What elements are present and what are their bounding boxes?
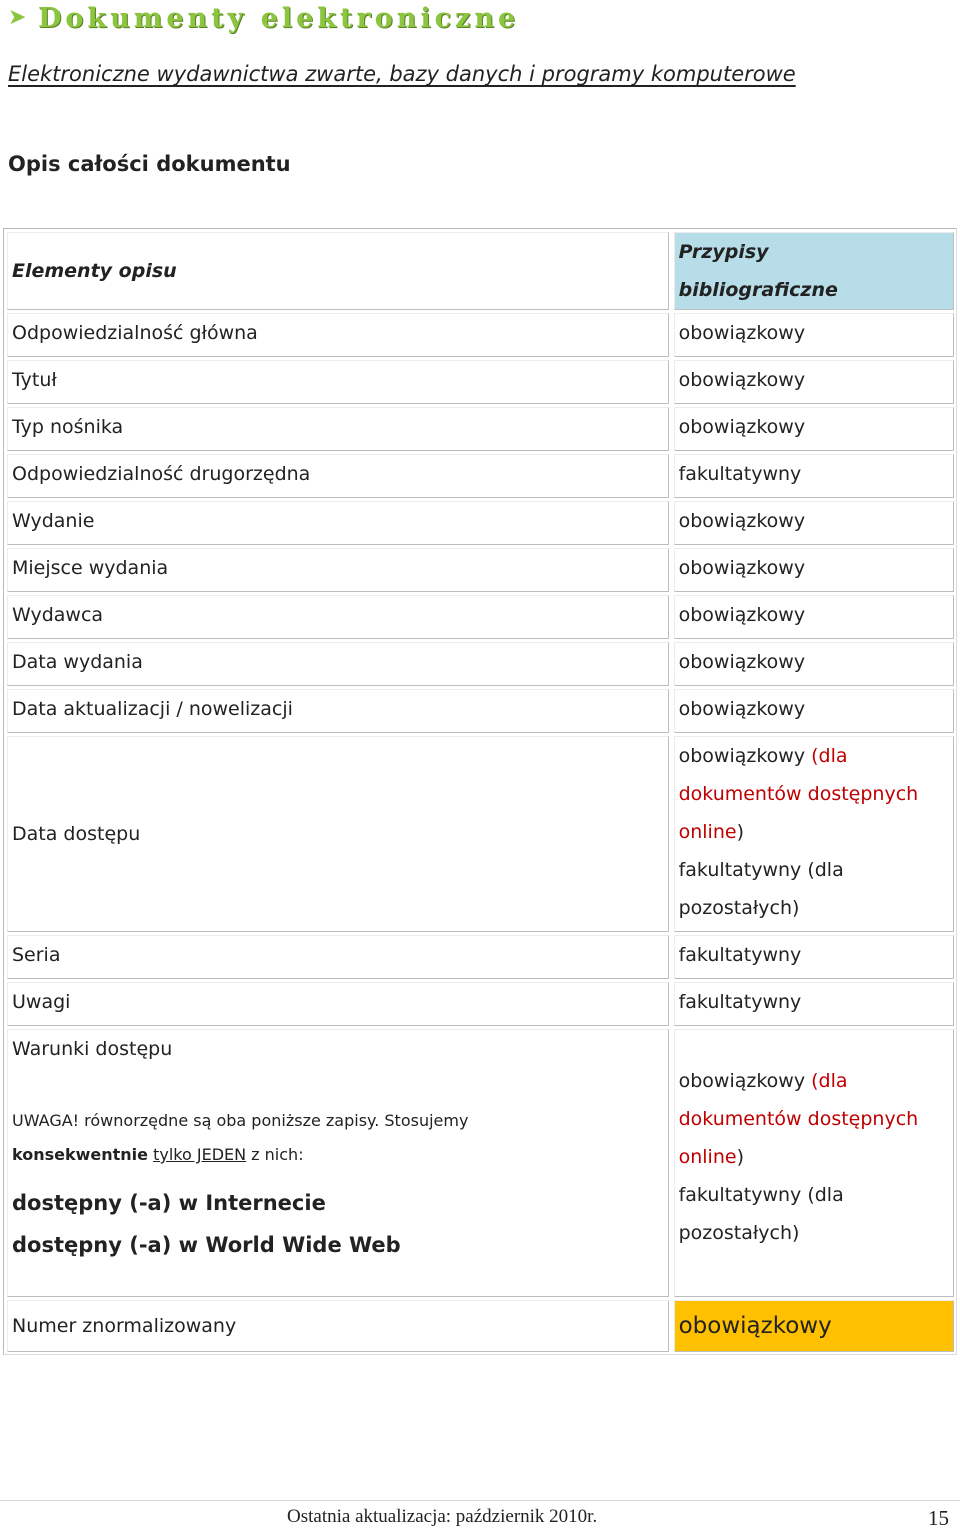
status-cell: obowiązkowy: [674, 595, 954, 639]
status-online: online: [678, 821, 737, 843]
status-line: [679, 813, 949, 851]
status-cell: fakultatywny: [674, 454, 954, 498]
status-cell: fakultatywny: [674, 935, 954, 979]
header-elements: Elementy opisu: [7, 232, 669, 310]
table-row: [7, 548, 954, 592]
table-row: [7, 313, 954, 357]
status-line: pozostałych): [678, 897, 800, 919]
access-note-line-2: konsekwentnie tylko JEDEN z nich:: [12, 1145, 304, 1164]
status-cell: obowiązkowy: [674, 689, 954, 733]
status-cell: obowiązkowy: [674, 360, 954, 404]
element-cell: Miejsce wydania: [7, 548, 669, 592]
status-line: dokumentów dostępnych: [678, 783, 919, 805]
status-cell: [674, 736, 954, 932]
table-row: [7, 360, 954, 404]
status-line: [679, 1062, 949, 1100]
table-header-row: [7, 232, 954, 310]
element-cell: Odpowiedzialność główna: [7, 313, 669, 357]
status-cell: obowiązkowy: [674, 313, 954, 357]
status-line: [679, 1138, 949, 1176]
element-cell: Numer znormalizowany: [7, 1300, 669, 1352]
status-cell: obowiązkowy: [674, 501, 954, 545]
section-title: Opis całości dokumentu: [8, 152, 291, 176]
table-row: [7, 642, 954, 686]
table-row: [7, 595, 954, 639]
status-qualifier: (dla: [811, 745, 848, 767]
table-row-data-dostepu: [7, 736, 954, 932]
status-mandatory: obowiązkowy: [678, 1070, 812, 1092]
table-row: [7, 689, 954, 733]
table-row: [7, 501, 954, 545]
page-subtitle: Elektroniczne wydawnictwa zwarte, bazy danych i programy komputerowe: [8, 62, 796, 86]
page-number: 15: [928, 1506, 949, 1530]
element-cell: Tytuł: [7, 360, 669, 404]
status-close-paren: ): [736, 1146, 744, 1168]
element-cell: Data wydania: [7, 642, 669, 686]
page-title: Dokumenty elektroniczne: [38, 2, 520, 34]
element-cell: Seria: [7, 935, 669, 979]
table-row-numer: [7, 1300, 954, 1352]
status-online: online: [678, 1146, 737, 1168]
table-row: [7, 935, 954, 979]
element-cell: [7, 1029, 669, 1297]
element-cell: Typ nośnika: [7, 407, 669, 451]
page-footer: [0, 1500, 960, 1529]
status-line: dokumentów dostępnych: [678, 1108, 919, 1130]
status-cell: fakultatywny: [674, 982, 954, 1026]
element-cell: Wydawca: [7, 595, 669, 639]
table-row: [7, 982, 954, 1026]
element-cell: Odpowiedzialność drugorzędna: [7, 454, 669, 498]
status-line: pozostałych): [678, 1222, 800, 1244]
status-line: fakultatywny (dla: [678, 1184, 844, 1206]
element-name: Warunki dostępu: [12, 1038, 173, 1060]
status-cell: obowiązkowy: [674, 407, 954, 451]
element-cell: Data dostępu: [7, 736, 669, 932]
status-cell: obowiązkowy: [674, 642, 954, 686]
footer-update-note: Ostatnia aktualizacja: październik 2010r.: [287, 1506, 598, 1527]
status-cell: [674, 1029, 954, 1297]
access-option-www: dostępny (-a) w World Wide Web: [12, 1233, 401, 1257]
note-underlined: tylko JEDEN: [153, 1145, 247, 1164]
element-cell: Wydanie: [7, 501, 669, 545]
status-qualifier: (dla: [811, 1070, 848, 1092]
status-cell: obowiązkowy: [674, 548, 954, 592]
chevron-arrow-icon: ➤: [8, 5, 27, 30]
description-table: [3, 228, 957, 1355]
access-note: UWAGA! równorzędne są oba poniższe zapisy. Stosujemy: [12, 1111, 469, 1130]
note-emphasis: konsekwentnie: [12, 1145, 149, 1164]
table-row: [7, 454, 954, 498]
status-close-paren: ): [736, 821, 744, 843]
header-footnotes: [674, 232, 954, 310]
status-line: fakultatywny (dla: [678, 859, 844, 881]
element-cell: Data aktualizacji / nowelizacji: [7, 689, 669, 733]
table-row: [7, 407, 954, 451]
footer-divider: [0, 1500, 960, 1501]
status-mandatory: obowiązkowy: [678, 745, 812, 767]
header-footnotes-line-1: Przypisy: [678, 241, 769, 263]
element-cell: Uwagi: [7, 982, 669, 1026]
document-heading: [8, 0, 519, 36]
status-cell-highlighted: obowiązkowy: [674, 1300, 954, 1352]
table-row-warunki: [7, 1029, 954, 1297]
status-line: [679, 737, 949, 775]
access-option-internet: dostępny (-a) w Internecie: [12, 1191, 326, 1215]
header-footnotes-line-2: bibliograficzne: [678, 279, 838, 301]
